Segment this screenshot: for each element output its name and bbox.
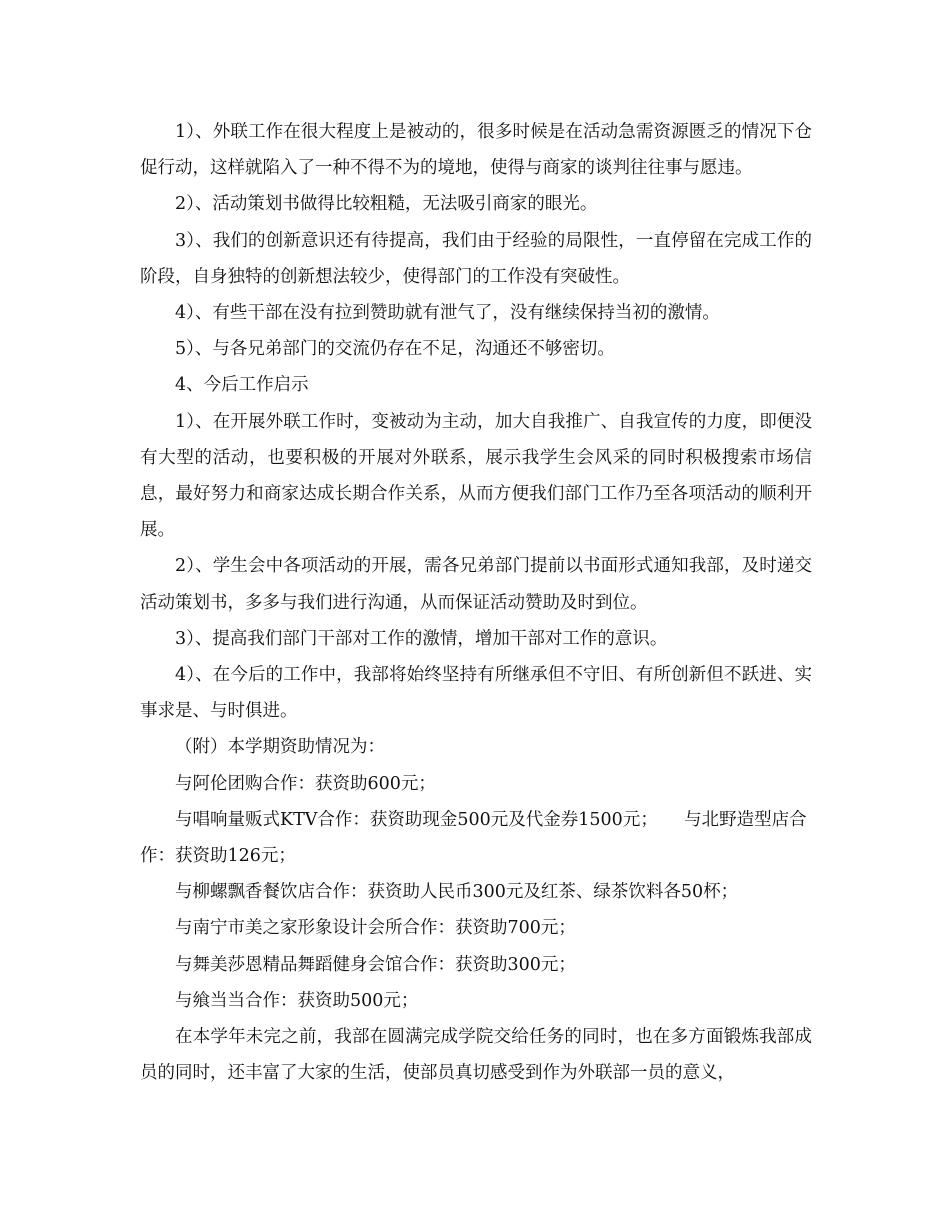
- section-heading: 4、今后工作启示: [175, 375, 309, 396]
- paragraph-insight-3: 3）、提高我们部门干部对工作的激情，增加干部对工作的意识。: [175, 628, 668, 649]
- paragraph-insight-1: 1）、在开展外联工作时，变被动为主动，加大自我推广、自我宣传的力度，即便没有大型的活动，也要积极的开展对外联系，展示我学生会风采的同时积极搜索市场信息，最好努力和商家达成长期合作关系，从而方便我们部门工作乃至各项活动的顺利开展。: [140, 411, 812, 541]
- paragraph-problem-4: 4）、有些干部在没有拉到赞助就有泄气了，没有继续保持当初的激情。: [175, 303, 720, 324]
- paragraph-problem-3: 3）、我们的创新意识还有待提高，我们由于经验的局限性，一直停留在完成工作的阶段，自身独特的创新想法较少，使得部门的工作没有突破性。: [140, 230, 812, 287]
- sponsorship-item: 与南宁市美之家形象设计会所合作：获资助700元；: [175, 918, 576, 939]
- sponsorship-item: 与唱响量贩式KTV合作：获资助现金500元及代金券1500元； 与北野造型店合作：获资助126元；: [140, 809, 807, 867]
- sponsorship-item: 与柳螺飘香餐饮店合作：获资助人民币300元及红茶、绿茶饮料各50杯；: [175, 882, 739, 903]
- paragraph-problem-2: 2）、活动策划书做得比较粗糙，无法吸引商家的眼光。: [175, 194, 598, 215]
- paragraph-problem-5: 5）、与各兄弟部门的交流仍存在不足，沟通还不够密切。: [175, 339, 615, 360]
- document-body: [140, 114, 812, 1091]
- sponsorship-heading: （附）本学期资助情况为：: [175, 737, 385, 758]
- paragraph-insight-4: 4）、在今后的工作中，我部将始终坚持有所继承但不守旧、有所创新但不跃进、实事求是、与时俱进。: [140, 665, 812, 722]
- paragraph-problem-1: 1）、外联工作在很大程度上是被动的，很多时候是在活动急需资源匮乏的情况下仓促行动，这样就陷入了一种不得不为的境地，使得与商家的谈判往往事与愿违。: [140, 122, 812, 179]
- paragraph-insight-2: 2）、学生会中各项活动的开展，需各兄弟部门提前以书面形式通知我部，及时递交活动策划书，多多与我们进行沟通，从而保证活动赞助及时到位。: [140, 556, 812, 613]
- paragraph-conclusion: 在本学年未完之前，我部在圆满完成学院交给任务的同时，也在多方面锻炼我部成员的同时，还丰富了大家的生活，使部员真切感受到作为外联部一员的意义，: [140, 1027, 812, 1084]
- sponsorship-item: 与飨当当合作：获资助500元；: [175, 990, 419, 1011]
- sponsorship-item: 与舞美莎恩精品舞蹈健身会馆合作：获资助300元；: [175, 954, 576, 975]
- sponsorship-item: 与阿伦团购合作：获资助600元；: [175, 773, 436, 794]
